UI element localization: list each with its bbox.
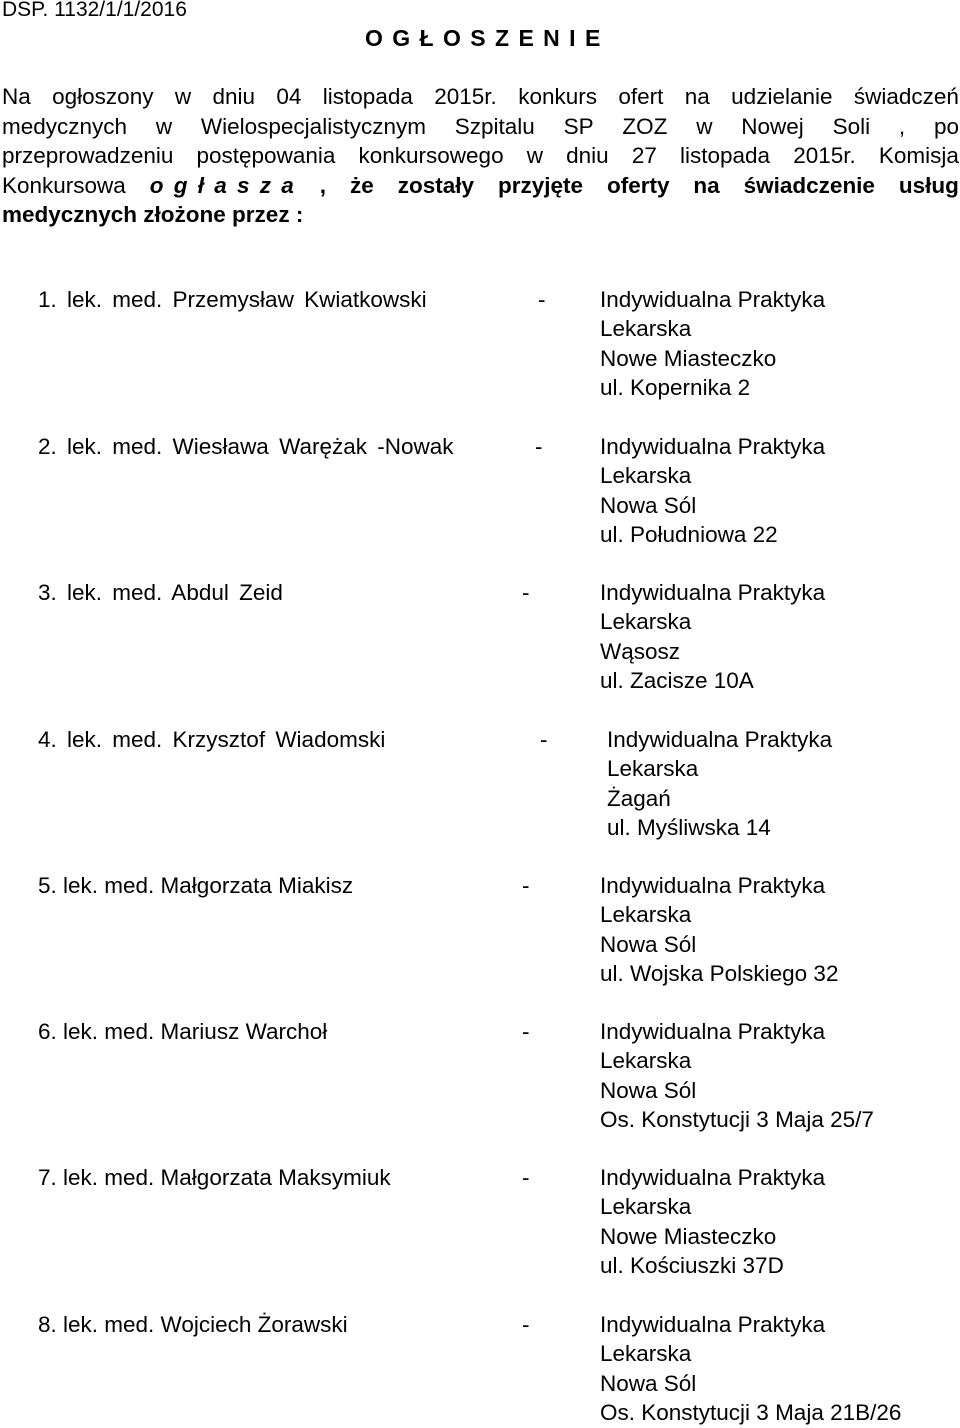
intro-word: że bbox=[350, 172, 374, 198]
offer-entry-name: 4. lek. med. Krzysztof Wiadomski bbox=[38, 727, 386, 752]
intro-word: Wielospecjalistycznym bbox=[200, 113, 426, 139]
intro-word: przyjęte bbox=[497, 172, 583, 198]
offer-entry-detail-line: Os. Konstytucji 3 Maja 25/7 bbox=[600, 1106, 874, 1132]
intro-word: 2015r. bbox=[793, 143, 856, 168]
intro-word: SP bbox=[563, 113, 594, 139]
offer-entry-dash: - bbox=[522, 1019, 530, 1044]
offer-entry-detail-line: Indywidualna Praktyka bbox=[600, 1165, 826, 1190]
intro-line-3 bbox=[2, 141, 959, 171]
offer-entry-detail-line: Nowa Sól bbox=[600, 492, 697, 518]
offer-entry-detail-line: Indywidualna Praktyka bbox=[600, 873, 826, 898]
offer-entry-detail-line: Nowa Sól bbox=[600, 1370, 697, 1396]
intro-word: konkurs bbox=[518, 84, 597, 109]
offer-entry-dash: - bbox=[522, 873, 530, 898]
offer-entry-detail-line: ul. Kopernika 2 bbox=[600, 374, 751, 400]
document-title: O G Ł O S Z E N I E bbox=[365, 25, 602, 51]
intro-line-1 bbox=[2, 82, 959, 112]
intro-word: oferty bbox=[606, 172, 670, 198]
offer-entry-dash: - bbox=[522, 1165, 530, 1190]
intro-word: Nowej bbox=[741, 113, 804, 139]
offer-entry-detail-line: Indywidualna Praktyka bbox=[600, 434, 826, 459]
offer-entry-detail-line: Indywidualna Praktyka bbox=[600, 1312, 826, 1337]
intro-word: na bbox=[684, 84, 710, 109]
intro-word: 27 bbox=[631, 143, 657, 168]
intro-word: postępowania bbox=[196, 143, 336, 168]
offer-entry-detail-line: Nowe Miasteczko bbox=[600, 345, 777, 371]
offer-entry-details bbox=[600, 1017, 874, 1134]
offer-entry-detail-line: Indywidualna Praktyka bbox=[607, 727, 833, 752]
offer-entry-dash: - bbox=[535, 434, 543, 459]
intro-word: w bbox=[155, 113, 173, 139]
offer-entry-details bbox=[600, 871, 838, 988]
offer-entry-dash: - bbox=[522, 580, 530, 605]
offer-entry-detail-line: Indywidualna Praktyka bbox=[600, 580, 826, 605]
intro-word: , bbox=[319, 172, 327, 198]
intro-word: w bbox=[696, 113, 713, 139]
intro-word: Szpitalu bbox=[454, 113, 535, 139]
offer-entry-detail-line: ul. Wojska Polskiego 32 bbox=[600, 960, 839, 986]
intro-word: Soli bbox=[832, 113, 871, 139]
offer-entry-detail-line: Lekarska bbox=[600, 902, 692, 928]
intro-line-2 bbox=[2, 112, 959, 142]
intro-closing: medycznych złożone przez : bbox=[2, 202, 304, 227]
offer-entry-details bbox=[600, 1310, 901, 1427]
offer-entry-details bbox=[600, 432, 825, 549]
offer-entry-dash: - bbox=[540, 727, 548, 752]
offer-entry-name: 2. lek. med. Wiesława Warężak -Nowak bbox=[38, 434, 454, 459]
offer-entry-detail-line: Lekarska bbox=[600, 1341, 692, 1367]
offer-entry-detail-line: ul. Zacisze 10A bbox=[600, 667, 754, 693]
offer-entry-detail-line: Lekarska bbox=[607, 756, 699, 782]
offer-entry-detail-line: Lekarska bbox=[600, 1048, 692, 1074]
intro-word: ZOZ bbox=[622, 113, 668, 139]
offer-entry-details bbox=[600, 578, 825, 695]
offer-entry-detail-line: Nowa Sól bbox=[600, 931, 697, 957]
offer-entry-detail-line: Lekarska bbox=[600, 1194, 692, 1220]
intro-word: dniu bbox=[212, 84, 256, 109]
offer-entry-name: 7. lek. med. Małgorzata Maksymiuk bbox=[38, 1165, 391, 1190]
intro-line-5 bbox=[2, 200, 959, 230]
offer-entry-detail-line: Nowe Miasteczko bbox=[600, 1223, 777, 1249]
intro-word: ofert bbox=[618, 84, 664, 109]
intro-word: konkursowego bbox=[358, 143, 504, 168]
offer-entry-name: 1. lek. med. Przemysław Kwiatkowski bbox=[38, 287, 427, 312]
offer-entry-detail-line: Nowa Sól bbox=[600, 1077, 697, 1103]
offer-entry-dash: - bbox=[538, 287, 546, 312]
offer-entry-detail-line: Indywidualna Praktyka bbox=[600, 1019, 826, 1044]
intro-word: listopada bbox=[322, 84, 413, 109]
offer-entry-name: 3. lek. med. Abdul Zeid bbox=[38, 580, 283, 605]
intro-word: udzielanie bbox=[731, 84, 833, 109]
offer-entry-detail-line: Lekarska bbox=[600, 609, 692, 635]
offer-entry-details bbox=[600, 285, 825, 402]
intro-word: ogłoszony bbox=[52, 84, 154, 109]
intro-word: Konkursowa bbox=[2, 172, 126, 198]
intro-word: Na bbox=[2, 84, 31, 109]
intro-word: po bbox=[933, 113, 959, 139]
offer-entry-detail-line: Lekarska bbox=[600, 463, 692, 489]
offer-entry-detail-line: ul. Południowa 22 bbox=[600, 521, 778, 547]
intro-line-4 bbox=[2, 171, 959, 201]
offer-entry-details bbox=[607, 725, 832, 842]
offer-entry-name: 6. lek. med. Mariusz Warchoł bbox=[38, 1019, 328, 1044]
offer-entry-detail-line: ul. Myśliwska 14 bbox=[607, 814, 771, 840]
intro-word: Komisja bbox=[878, 143, 959, 168]
intro-word: przeprowadzeniu bbox=[2, 143, 174, 168]
offer-entry-detail-line: ul. Kościuszki 37D bbox=[600, 1252, 784, 1278]
intro-word: dniu bbox=[566, 143, 609, 168]
offer-entry-details bbox=[600, 1163, 825, 1280]
offer-entry-detail-line: Os. Konstytucji 3 Maja 21B/26 bbox=[600, 1399, 902, 1425]
intro-word: , bbox=[898, 113, 906, 139]
intro-word: na bbox=[693, 172, 720, 198]
offer-entry-detail-line: Lekarska bbox=[600, 316, 692, 342]
intro-word: medycznych bbox=[2, 113, 128, 139]
document-reference: DSP. 1132/1/1/2016 bbox=[2, 0, 187, 21]
offer-entry-name: 5. lek. med. Małgorzata Miakisz bbox=[38, 873, 354, 898]
intro-word: świadczeń bbox=[853, 84, 959, 109]
intro-spaced-word: o g ł a s z a bbox=[149, 172, 296, 198]
offer-entry-detail-line: Indywidualna Praktyka bbox=[600, 287, 826, 312]
offer-entry-name: 8. lek. med. Wojciech Żorawski bbox=[38, 1312, 348, 1337]
intro-paragraph bbox=[2, 82, 959, 230]
intro-word: w bbox=[174, 84, 192, 109]
intro-word: listopada bbox=[679, 143, 771, 168]
offer-entry-detail-line: Wąsosz bbox=[600, 638, 681, 664]
intro-word: usług bbox=[898, 172, 959, 198]
intro-word: 2015r. bbox=[434, 84, 497, 109]
intro-word: 04 bbox=[276, 84, 302, 109]
offer-entry-dash: - bbox=[522, 1312, 530, 1337]
offer-entry-detail-line: Żagań bbox=[607, 785, 671, 811]
intro-word: zostały bbox=[397, 172, 474, 198]
intro-word: świadczenie bbox=[743, 172, 875, 198]
intro-word: w bbox=[526, 143, 543, 168]
